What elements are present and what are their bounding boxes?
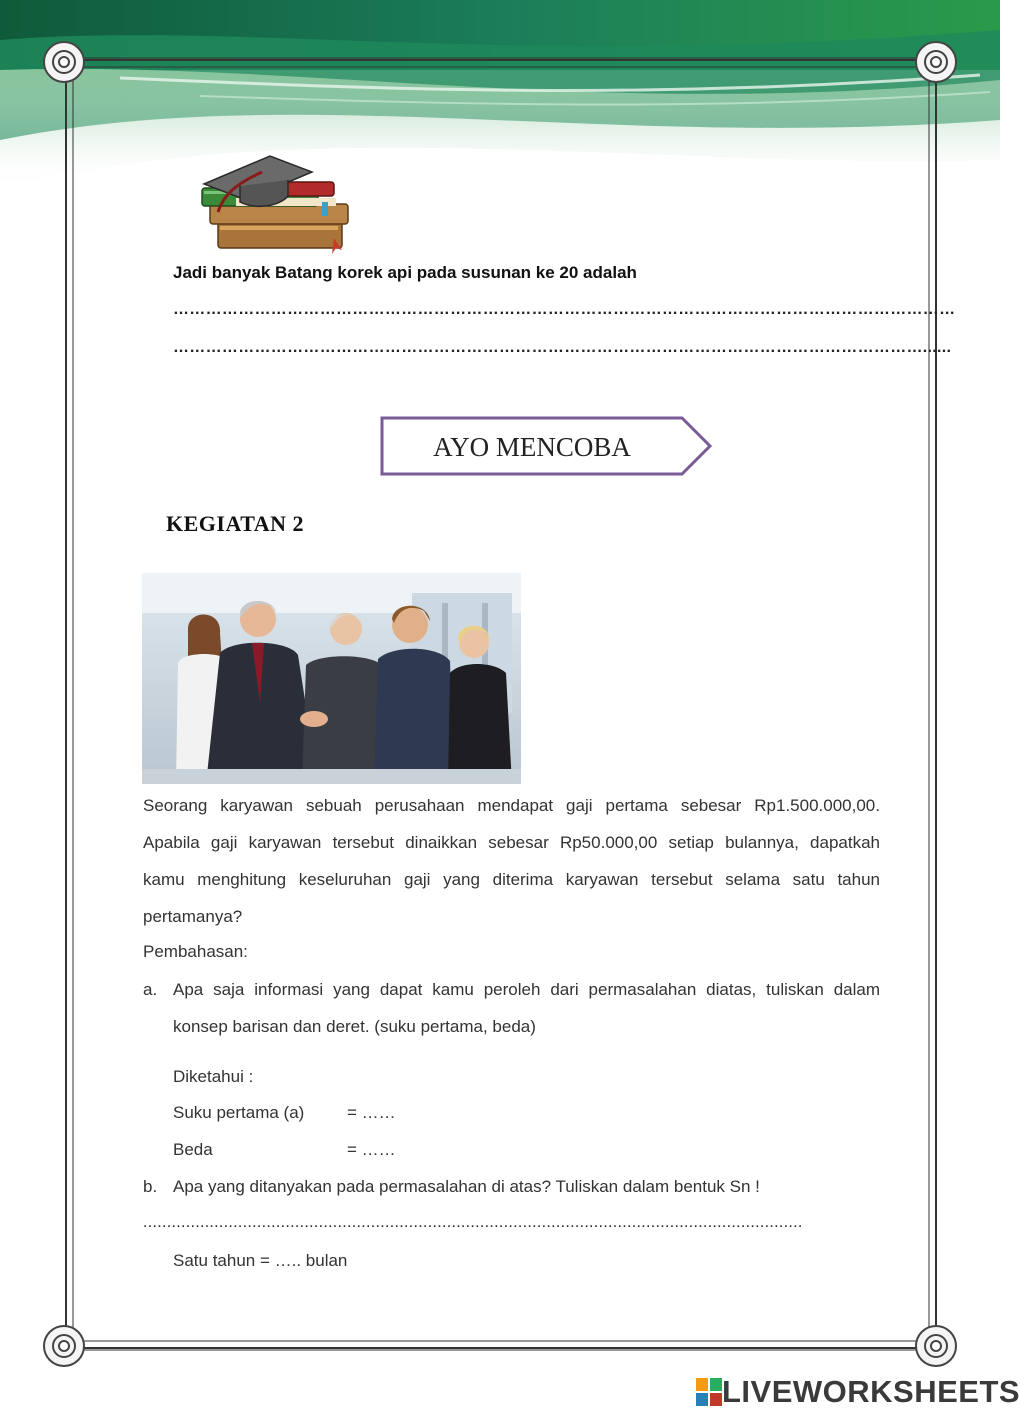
problem-line-3: kamu menghitung keseluruhan gaji yang diterima karyawan tersebut selama satu tahun xyxy=(143,870,880,889)
problem-line-4: pertamanya? xyxy=(143,907,243,926)
problem-line-1: Seorang karyawan sebuah perusahaan mendapat gaji pertama sebesar Rp1.500.000,00. xyxy=(143,796,880,815)
question-a-marker: a. xyxy=(143,980,158,999)
problem-line-2: Apabila gaji karyawan tersebut dinaikkan sebesar Rp50.000,00 setiap bulannya, dapatkah xyxy=(143,833,880,852)
business-handshake-photo xyxy=(142,573,521,784)
liveworksheets-logo-icon xyxy=(696,1378,722,1406)
header-banner xyxy=(0,0,1000,200)
beda-answer[interactable]: = …… xyxy=(347,1140,396,1159)
books-graduation-cap-icon xyxy=(196,150,356,260)
beda-label: Beda xyxy=(173,1140,213,1159)
question-b-marker: b. xyxy=(143,1177,158,1196)
answer-line-2[interactable]: …………………………………………………………………………………………………………………………...... xyxy=(173,339,952,356)
answer-line-1[interactable]: ……………………………………………………………………………………………………………………………… xyxy=(173,301,956,318)
diketahui-label: Diketahui : xyxy=(173,1067,254,1086)
suku-pertama-answer[interactable]: = …… xyxy=(347,1103,396,1122)
answer-line-b[interactable]: ........................................................................................................................................... xyxy=(143,1214,803,1231)
liveworksheets-wordmark: LIVEWORKSHEETS xyxy=(722,1374,1020,1409)
ayo-mencoba-label: AYO MENCOBA xyxy=(433,432,631,462)
answer-prompt: Jadi banyak Batang korek api pada susunan ke 20 adalah xyxy=(173,263,637,282)
question-b-text: Apa yang ditanyakan pada permasalahan di atas? Tuliskan dalam bentuk Sn ! xyxy=(173,1177,760,1196)
liveworksheets-logo xyxy=(696,1374,1020,1410)
question-a-line-1: Apa saja informasi yang dapat kamu peroleh dari permasalahan diatas, tuliskan dalam xyxy=(173,980,880,999)
activity-title: KEGIATAN 2 xyxy=(166,511,305,536)
satu-tahun-answer[interactable]: Satu tahun = ….. bulan xyxy=(173,1251,348,1270)
question-a-line-2: konsep barisan dan deret. (suku pertama, beda) xyxy=(173,1017,536,1036)
pembahasan-label: Pembahasan: xyxy=(143,942,248,961)
suku-pertama-label: Suku pertama (a) xyxy=(173,1103,305,1122)
